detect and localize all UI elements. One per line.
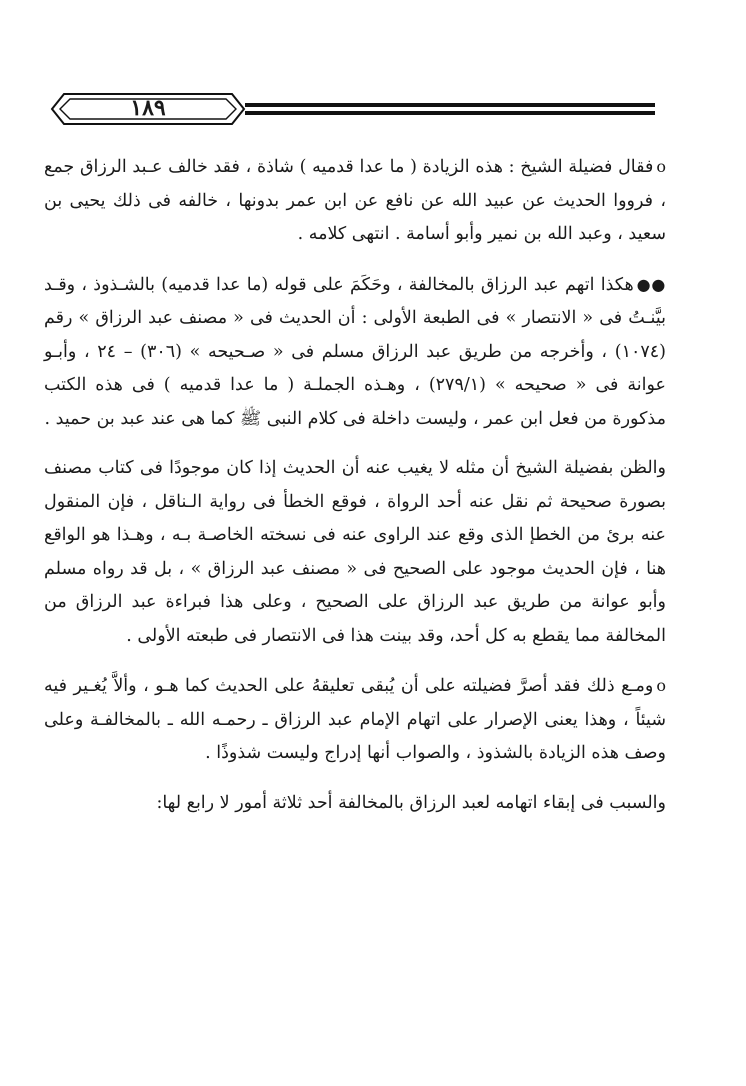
page-header xyxy=(48,84,658,134)
closing-line: والسبب فى إبقاء اتهامه لعبد الرزاق بالمخالفة أحد ثلاثة أمور لا رابع لها: xyxy=(156,792,666,813)
paragraph-text: هكذا اتهم عبد الرزاق بالمخالفة ، وحَكَمَ على قوله (ما عدا قدميه) بالشـذوذ ، وقـد بيَّنـتُ فى « الانتصار » فى الطبعة الأولى : أن الحديث فى « مصنف عبد الرزاق » رقم (١٠٧٤) ، وأخرجه من طريق عبد الرزاق مسلم فى « صـحيحه » (٣٠٦) – ٢٤ ، وأبـو عوانة فى « صحيحه » (٢٧٩/١) ، وهـذه الجملـة ( ما عدا قدميه ) فى هذه الكتب مذكورة من فعل ابن عمر ، وليست داخلة فى كلام النبى ﷺ كما هى عند عبد بن حميد . xyxy=(44,274,666,429)
main-text xyxy=(44,150,666,836)
circle-bullet-icon: o xyxy=(656,676,666,695)
paragraph-2 xyxy=(44,268,666,437)
paragraph-text: ومـع ذلك فقد أصرَّ فضيلته على أن يُبقى تعليقهُ على الحديث كما هـو ، وألاَّ يُغـير فيه شيئاً ، وهذا يعنى الإصرار على اتهام الإمام عبد الرزاق ـ رحمـه الله ـ بالمخالفـة وعلى وصف هذه الزيادة بالشذوذ ، والصواب أنها إدراج وليست شذوذًا . xyxy=(44,676,666,763)
double-dot-bullet-icon: ●● xyxy=(636,274,666,294)
paragraph-4 xyxy=(44,669,666,771)
circle-bullet-icon: o xyxy=(656,157,666,176)
page-number: ١٨٩ xyxy=(130,95,166,121)
paragraph-text: والظن بفضيلة الشيخ أن مثله لا يغيب عنه أن الحديث إذا كان موجودًا فى كتاب مصنف بصورة صحيحة ثم نقل عنه أحد الرواة ، فوقع الخطأ فى رواية الـناقل ، فإن المنقول عنه برئ من الخطإ الذى وقع عند الراوى عنه فى نسخته الخاصـة بـه ، وهـذا هو الواقع هنا ، فإن الحديث موجود على الصحيح فى « مصنف عبد الرزاق » ، بل قد رواه مسلم وأبو عوانة من طريق عبد الرزاق على الصحيح ، وعلى هذا فبراءة عبد الرزاق من المخالفة مما يقطع به كل أحد، وقد بينت هذا فى الانتصار فى طبعته الأولى . xyxy=(44,458,666,646)
paragraph-1 xyxy=(44,150,666,252)
paragraph-3 xyxy=(44,452,666,653)
paragraph-text: فقال فضيلة الشيخ : هذه الزيادة ( ما عدا قدميه ) شاذة ، فقد خالف عـبد الرزاق جمع ، فرووا الحديث عن عبيد الله عن نافع عن ابن عمر بدونها ، خالفه فى ذلك يحيى بن سعيد ، وعبد الله بن نمير وأبو أسامة . انتهى كلامه . xyxy=(44,157,666,244)
